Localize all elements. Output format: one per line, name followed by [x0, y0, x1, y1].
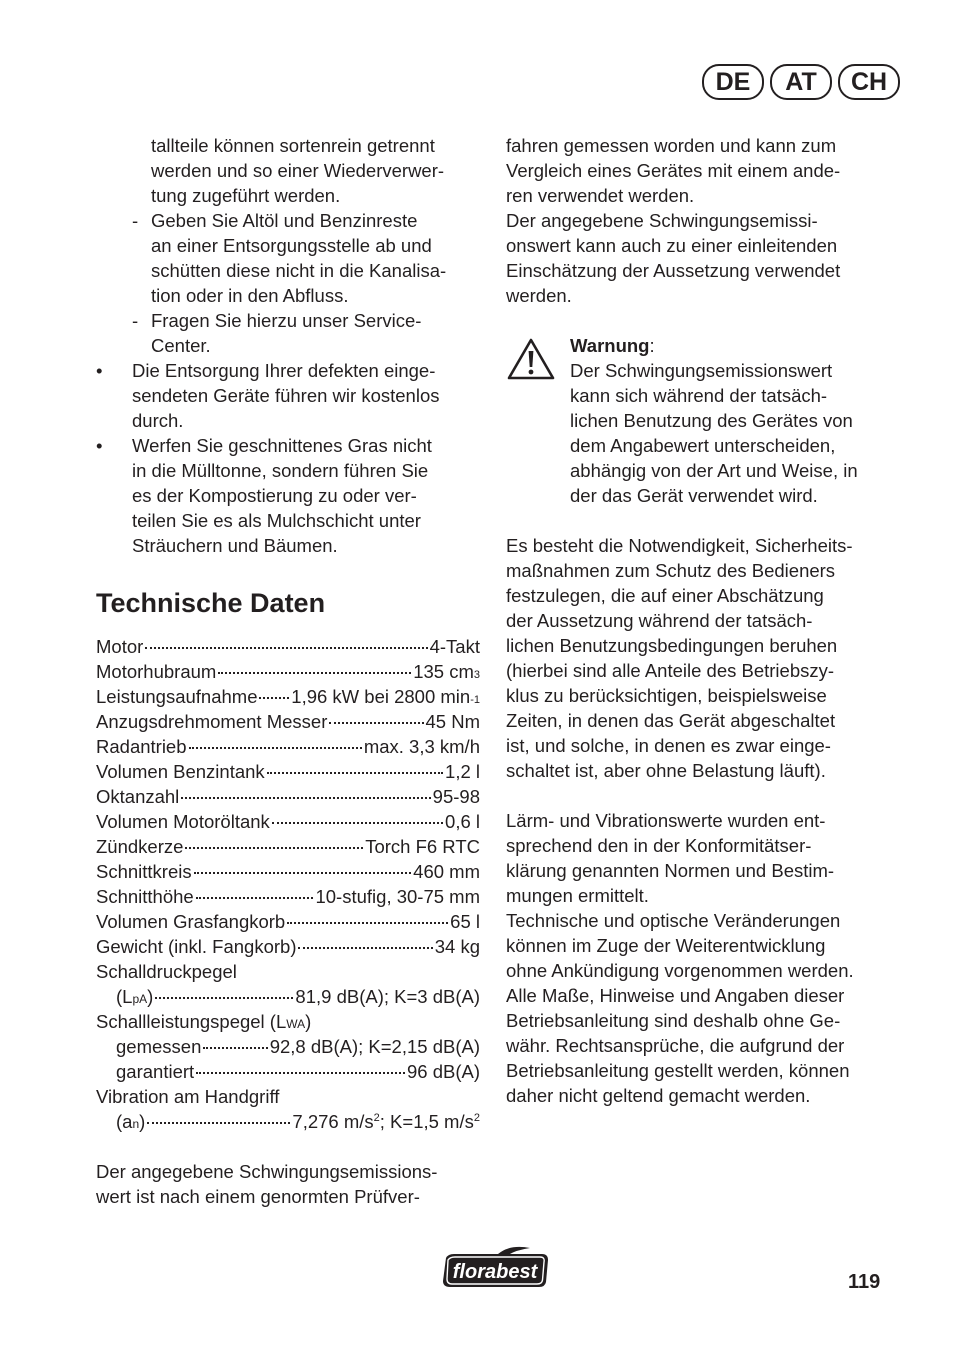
disposal-continuation — [96, 133, 480, 208]
text-line: ist, und solche, in denen es zwar einge- — [506, 735, 831, 756]
text-line: Werfen Sie geschnittenes Gras nicht — [132, 435, 432, 456]
text-line: durch. — [132, 410, 184, 431]
text-line: dem Angabewert unterscheiden, — [570, 435, 836, 456]
text-line: werden. — [506, 285, 572, 306]
text-line: mungen ermittelt. — [506, 885, 649, 906]
text-line: maßnahmen zum Schutz des Bedieners — [506, 560, 836, 581]
text-line: schaltet ist, aber ohne Belastung läuft). — [506, 760, 826, 781]
country-badge-ch: CH — [838, 64, 900, 100]
spec-row-schalldruck-value — [96, 984, 480, 1009]
spec-row-anzug — [96, 709, 480, 734]
left-column — [96, 133, 480, 1209]
spec-value: 95-98 — [432, 786, 480, 807]
text-line: an einer Entsorgungsstelle ab und — [151, 235, 432, 256]
spec-sublabel: (an) — [116, 1111, 146, 1132]
spec-row-schnittkreis — [96, 859, 480, 884]
spec-value: 135 cm — [413, 661, 474, 682]
text-line: onswert kann auch zu einer einleitenden — [506, 235, 838, 256]
spec-label: Motorhubraum — [96, 661, 217, 682]
text-line: währ. Rechtsansprüche, die aufgrund der — [506, 1035, 845, 1056]
text-line: abhängig von der Art und Weise, in — [570, 460, 858, 481]
dash-marker: - — [132, 310, 139, 331]
spec-row-leistung: Leistungsaufnahme 1,96 kW bei 2800 min -1 — [96, 686, 480, 707]
paragraph-1 — [506, 133, 892, 308]
spec-row-radantrieb — [96, 734, 480, 759]
text-line: lichen Benutzung des Gerätes von — [570, 410, 853, 431]
spec-label: Anzugsdrehmoment Messer — [96, 711, 328, 732]
spec-label: Schnitthöhe — [96, 886, 194, 907]
spec-row-grasfang — [96, 909, 480, 934]
warning-heading: Warnung: — [570, 335, 655, 356]
spec-value: 34 kg — [434, 936, 480, 957]
spec-value: 65 l — [450, 911, 480, 932]
spec-value: 96 dB(A) — [406, 1061, 480, 1082]
florabest-logo — [438, 1246, 552, 1290]
spec-row-benzintank — [96, 759, 480, 784]
country-badges — [702, 64, 900, 100]
spec-value: max. 3,3 km/h — [363, 736, 480, 757]
text-line: fahren gemessen worden und kann zum — [506, 135, 837, 156]
spec-sublabel: (LpA) — [116, 986, 154, 1007]
text-line: kann sich während der tatsäch- — [570, 385, 828, 406]
text-line: (hierbei sind alle Anteile des Betriebszy- — [506, 660, 835, 681]
text-line: Einschätzung der Aussetzung verwendet — [506, 260, 841, 281]
text-line: Zeiten, in denen das Gerät abgeschaltet — [506, 710, 836, 731]
text-line: Es besteht die Notwendigkeit, Sicherheits- — [506, 535, 853, 556]
dash-marker: - — [132, 210, 139, 231]
spec-row-garantiert — [96, 1059, 480, 1084]
text-line: es der Kompostierung zu oder ver- — [132, 485, 417, 506]
text-line: Technische und optische Veränderungen — [506, 910, 841, 931]
page-number: 119 — [848, 1271, 881, 1293]
spec-value: 1,96 kW bei 2800 min — [291, 686, 471, 707]
text-line: sendeten Geräte führen wir kostenlos — [132, 385, 440, 406]
bullet-marker: • — [96, 360, 103, 381]
spec-row-motor — [96, 634, 480, 659]
text-line: wert ist nach einem genormten Prüfver- — [96, 1186, 420, 1207]
warning-triangle-icon — [506, 337, 556, 381]
spec-label: Schallleistungspegel (LWA) — [96, 1011, 312, 1032]
text-line: Center. — [151, 335, 211, 356]
text-line: ohne Ankündigung vorgenommen werden. — [506, 960, 854, 981]
text-line: tallteile können sortenrein getrennt — [151, 135, 435, 156]
text-line: ren verwendet werden. — [506, 185, 695, 206]
text-line: klärung genannten Normen und Bestim- — [506, 860, 835, 881]
spec-value: Torch F6 RTC — [365, 836, 480, 857]
text-line: lichen Benutzungsbedingungen beruhen — [506, 635, 838, 656]
bullet-marker: • — [96, 435, 103, 456]
spec-value: 81,9 dB(A); K=3 dB(A) — [295, 986, 480, 1007]
spec-label: Vibration am Handgriff — [96, 1086, 280, 1107]
dash-item-altoel — [96, 208, 480, 308]
country-badge-de: DE — [702, 64, 764, 100]
warning-block — [506, 333, 892, 508]
spec-row-gemessen — [96, 1034, 480, 1059]
paragraph-2 — [506, 533, 892, 783]
paragraph-3 — [506, 808, 892, 1108]
text-line: Vergleich eines Gerätes mit einem ande- — [506, 160, 841, 181]
text-line: Betriebsanleitung sind deshalb ohne Ge- — [506, 1010, 841, 1031]
text-line: tion oder in den Abfluss. — [151, 285, 349, 306]
spec-row-oktan — [96, 784, 480, 809]
country-badge-at: AT — [770, 64, 832, 100]
text-line: Betriebsanleitung gestellt werden, können — [506, 1060, 850, 1081]
spec-row-hubraum: Motorhubraum 135 cm 3 — [96, 661, 480, 682]
spec-label: Schalldruckpegel — [96, 961, 237, 982]
text-line: werden und so einer Wiederverwer- — [151, 160, 445, 181]
text-line: klus zu berücksichtigen, beispielsweise — [506, 685, 827, 706]
text-line: Der angegebene Schwingungsemissions- — [96, 1161, 438, 1182]
spec-value: 0,6 l — [445, 811, 480, 832]
spec-table — [96, 634, 480, 1134]
text-line: Geben Sie Altöl und Benzinreste — [151, 210, 418, 231]
text-line: Der Schwingungsemissionswert — [570, 360, 833, 381]
spec-row-vibration-value — [96, 1109, 480, 1134]
spec-label: Leistungsaufnahme — [96, 686, 258, 707]
spec-row-gewicht — [96, 934, 480, 959]
text-line: Alle Maße, Hinweise und Angaben dieser — [506, 985, 845, 1006]
text-line: festzulegen, die auf einer Abschätzung — [506, 585, 824, 606]
text-line: sprechend den in der Konformitätser- — [506, 835, 812, 856]
spec-label: Volumen Benzintank — [96, 761, 265, 782]
text-line: Sträuchern und Bäumen. — [132, 535, 338, 556]
text-line: teilen Sie es als Mulchschicht unter — [132, 510, 421, 531]
text-line: Der angegebene Schwingungsemissi- — [506, 210, 818, 231]
text-line: Lärm- und Vibrationswerte wurden ent- — [506, 810, 826, 831]
text-line: tung zugeführt werden. — [151, 185, 341, 206]
spec-label: Gewicht (inkl. Fangkorb) — [96, 936, 297, 957]
svg-text:florabest: florabest — [452, 1261, 538, 1283]
text-line: Fragen Sie hierzu unser Service- — [151, 310, 422, 331]
spec-row-vibration-label — [96, 1084, 480, 1109]
text-line: schütten diese nicht in die Kanalisa- — [151, 260, 447, 281]
spec-label: Motor — [96, 636, 144, 657]
text-line: der Aussetzung während der tatsäch- — [506, 610, 813, 631]
spec-value: 7,276 $m/s^2$; K=1,5 $m/s^2$ — [292, 1111, 480, 1132]
bullet-item-entsorgung — [96, 358, 480, 433]
spec-label: Zündkerze — [96, 836, 184, 857]
spec-value: 92,8 dB(A); K=2,15 dB(A) — [269, 1036, 480, 1057]
spec-value: 4-Takt — [429, 636, 480, 657]
spec-sublabel: garantiert — [116, 1061, 195, 1082]
right-column — [506, 133, 892, 1108]
spec-label: Volumen Motoröltank — [96, 811, 270, 832]
bullet-item-gras — [96, 433, 480, 558]
spec-label: Oktanzahl — [96, 786, 180, 807]
spec-value: 1,2 l — [445, 761, 480, 782]
dash-item-service — [96, 308, 480, 358]
spec-label: Schnittkreis — [96, 861, 192, 882]
spec-row-schalldruck-label — [96, 959, 480, 984]
spec-row-schnitthoehe — [96, 884, 480, 909]
text-line: können im Zuge der Weiterentwicklung — [506, 935, 826, 956]
text-line: daher nicht geltend gemacht werden. — [506, 1085, 811, 1106]
spec-label: Radantrieb — [96, 736, 187, 757]
text-line: der das Gerät verwendet wird. — [570, 485, 818, 506]
text-line: Die Entsorgung Ihrer defekten einge- — [132, 360, 436, 381]
section-title: Technische Daten — [96, 588, 326, 618]
spec-label: Volumen Grasfangkorb — [96, 911, 286, 932]
spec-row-schallleistung-label — [96, 1009, 480, 1034]
text-line: in die Mülltonne, sondern führen Sie — [132, 460, 429, 481]
spec-value: 460 mm — [413, 861, 480, 882]
spec-row-oeltank — [96, 809, 480, 834]
spec-sublabel: gemessen — [116, 1036, 202, 1057]
spec-value: 10-stufig, 30-75 mm — [315, 886, 480, 907]
closing-paragraph — [96, 1159, 480, 1209]
spec-value: 45 Nm — [425, 711, 480, 732]
spec-row-zuendkerze — [96, 834, 480, 859]
